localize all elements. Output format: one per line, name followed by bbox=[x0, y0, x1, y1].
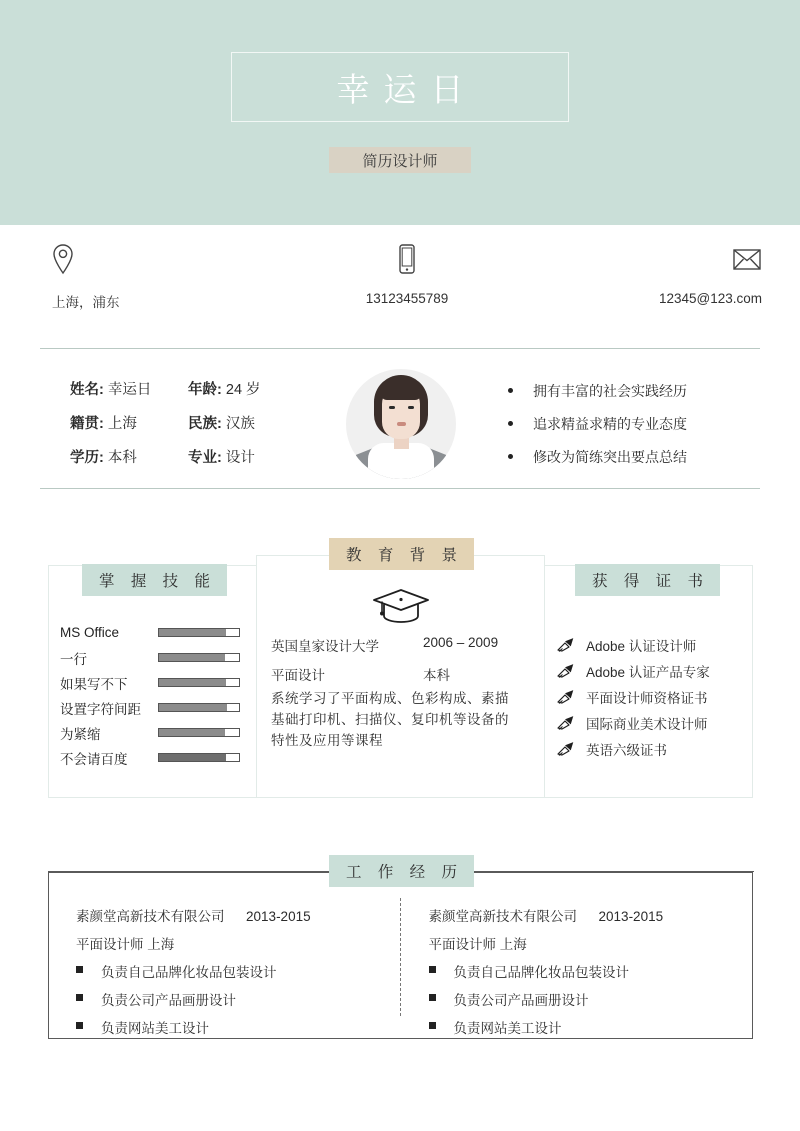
list-item bbox=[556, 632, 756, 658]
education-description: 系统学习了平面构成、色彩构成、素描基础打印机、扫描仪、复印机等设备的特性及应用等课程 bbox=[271, 691, 509, 748]
skill-label: 设置字符间距 bbox=[60, 701, 141, 717]
page-title: 幸运日 bbox=[336, 70, 478, 108]
certificate-text: 国际商业美术设计师 bbox=[586, 717, 708, 732]
work-header bbox=[76, 905, 401, 925]
skill-progress-fill bbox=[159, 679, 226, 686]
list-item bbox=[429, 1017, 754, 1037]
skill-progress-bar bbox=[158, 678, 240, 687]
skills-section-title: 掌 握 技 能 bbox=[82, 564, 227, 596]
skill-progress-bar bbox=[158, 653, 240, 662]
education-major: 平面设计 bbox=[271, 668, 325, 683]
bullet-square-icon bbox=[429, 994, 436, 1001]
work-columns bbox=[48, 872, 753, 1039]
work-period: 2013-2015 bbox=[246, 909, 311, 924]
info-row bbox=[70, 446, 306, 467]
pushpin-icon bbox=[556, 638, 586, 653]
skill-progress-fill bbox=[159, 704, 227, 711]
list-item bbox=[556, 710, 756, 736]
contact-item-phone bbox=[289, 225, 526, 337]
skills-list bbox=[60, 620, 250, 770]
skill-progress-fill bbox=[159, 729, 225, 736]
list-item bbox=[429, 989, 754, 1009]
work-location: 上海 bbox=[147, 937, 175, 952]
contact-email-text: 12345@123.com bbox=[658, 291, 763, 306]
info-cell-major bbox=[188, 446, 306, 467]
avatar-bangs bbox=[380, 382, 422, 400]
info-value: 24 岁 bbox=[225, 382, 261, 398]
skill-row bbox=[60, 720, 250, 745]
skill-label: 如果写不下 bbox=[60, 676, 128, 692]
highlights-list bbox=[508, 381, 687, 480]
work-entry bbox=[401, 872, 754, 1039]
certificate-text: 英语六级证书 bbox=[586, 743, 667, 758]
education-details bbox=[271, 635, 533, 693]
avatar bbox=[346, 369, 456, 479]
work-duty: 负责自己品牌化妆品包装设计 bbox=[453, 965, 629, 980]
info-key: 籍贯: bbox=[70, 416, 104, 432]
name-box bbox=[231, 52, 569, 122]
divider-bottom bbox=[40, 488, 760, 489]
contact-item-location bbox=[0, 225, 289, 337]
contact-phone-text: 13123455789 bbox=[365, 291, 449, 306]
work-duty: 负责网站美工设计 bbox=[453, 1021, 562, 1036]
work-company: 素颜堂高新技术有限公司 bbox=[76, 909, 225, 924]
bullet-square-icon bbox=[429, 1022, 436, 1029]
skill-row bbox=[60, 745, 250, 770]
info-cell-hometown bbox=[70, 412, 188, 433]
education-row-major bbox=[271, 664, 533, 684]
info-value: 本科 bbox=[107, 450, 137, 466]
skill-progress-fill bbox=[159, 654, 225, 661]
mobile-phone-icon bbox=[397, 241, 417, 277]
education-section-title: 教 育 背 景 bbox=[329, 538, 474, 570]
education-period: 2006 – 2009 bbox=[423, 635, 499, 650]
work-subheader bbox=[429, 933, 754, 953]
info-key: 民族: bbox=[188, 416, 222, 432]
header-banner bbox=[0, 0, 800, 225]
skill-row bbox=[60, 695, 250, 720]
bullet-dot-icon bbox=[508, 388, 513, 393]
bullet-square-icon bbox=[76, 1022, 83, 1029]
location-pin-icon bbox=[52, 241, 74, 277]
skill-label: 为紧缩 bbox=[60, 726, 101, 742]
job-title-tag: 简历设计师 bbox=[329, 147, 471, 173]
work-duty: 负责公司产品画册设计 bbox=[101, 993, 236, 1008]
list-item bbox=[76, 961, 401, 981]
education-school: 英国皇家设计大学 bbox=[271, 639, 379, 654]
education-degree: 本科 bbox=[423, 668, 450, 683]
graduation-cap-icon bbox=[370, 586, 432, 626]
pushpin-icon bbox=[556, 716, 586, 731]
work-duty: 负责网站美工设计 bbox=[101, 1021, 209, 1036]
contact-bar bbox=[0, 225, 800, 337]
education-row-school bbox=[271, 635, 533, 655]
list-item bbox=[556, 658, 756, 684]
list-item bbox=[76, 1017, 401, 1037]
info-key: 姓名: bbox=[70, 382, 104, 398]
divider-top bbox=[40, 348, 760, 349]
skill-progress-bar bbox=[158, 753, 240, 762]
highlight-text: 修改为简练突出要点总结 bbox=[533, 449, 687, 465]
highlight-text: 拥有丰富的社会实践经历 bbox=[533, 383, 687, 399]
certificates-section-title: 获 得 证 书 bbox=[575, 564, 720, 596]
pushpin-icon bbox=[556, 742, 586, 757]
skill-progress-bar bbox=[158, 628, 240, 637]
skill-row bbox=[60, 645, 250, 670]
work-entry bbox=[48, 872, 401, 1039]
info-row bbox=[70, 412, 306, 433]
bullet-square-icon bbox=[76, 966, 83, 973]
bullet-dot-icon bbox=[508, 454, 513, 459]
contact-item-email bbox=[525, 225, 800, 337]
list-item bbox=[76, 989, 401, 1009]
info-value: 汉族 bbox=[225, 416, 255, 432]
skill-progress-fill bbox=[159, 754, 226, 761]
skill-label: 不会请百度 bbox=[60, 751, 128, 767]
info-cell-name bbox=[70, 378, 188, 399]
info-value: 设计 bbox=[225, 450, 255, 466]
info-cell-education bbox=[70, 446, 188, 467]
work-role: 平面设计师 bbox=[428, 937, 496, 952]
contact-location-text: 上海，浦东 bbox=[52, 295, 120, 310]
info-key: 年龄: bbox=[188, 382, 222, 398]
skill-row bbox=[60, 670, 250, 695]
info-row bbox=[70, 378, 306, 399]
work-duty: 负责公司产品画册设计 bbox=[453, 993, 589, 1008]
bullet-square-icon bbox=[429, 966, 436, 973]
avatar-eye-left bbox=[389, 406, 395, 409]
work-role: 平面设计师 bbox=[76, 937, 144, 952]
skill-progress-bar bbox=[158, 703, 240, 712]
pushpin-icon bbox=[556, 664, 586, 679]
avatar-lips bbox=[397, 422, 406, 426]
personal-info-grid bbox=[70, 378, 306, 480]
certificates-list bbox=[556, 632, 756, 762]
certificate-text: 平面设计师资格证书 bbox=[586, 691, 708, 706]
avatar-eye-right bbox=[408, 406, 414, 409]
highlight-text: 追求精益求精的专业态度 bbox=[533, 416, 687, 432]
skill-row bbox=[60, 620, 250, 645]
envelope-icon bbox=[732, 241, 762, 277]
work-section-title: 工 作 经 历 bbox=[329, 855, 474, 887]
skill-label: 一行 bbox=[60, 651, 87, 667]
info-cell-age bbox=[188, 378, 306, 399]
work-duty: 负责自己品牌化妆品包装设计 bbox=[101, 965, 277, 980]
info-key: 专业: bbox=[188, 450, 222, 466]
list-item bbox=[508, 414, 687, 434]
bullet-dot-icon bbox=[508, 421, 513, 426]
bullet-square-icon bbox=[76, 994, 83, 1001]
skill-progress-fill bbox=[159, 629, 226, 636]
list-item bbox=[556, 736, 756, 762]
skill-label: MS Office bbox=[60, 625, 120, 640]
list-item bbox=[556, 684, 756, 710]
list-item bbox=[508, 381, 687, 401]
pushpin-icon bbox=[556, 690, 586, 705]
info-value: 上海 bbox=[107, 416, 137, 432]
work-subheader bbox=[76, 933, 401, 953]
work-header bbox=[429, 905, 754, 925]
list-item bbox=[508, 447, 687, 467]
skill-progress-bar bbox=[158, 728, 240, 737]
info-cell-ethnicity bbox=[188, 412, 306, 433]
certificate-text: Adobe 认证设计师 bbox=[586, 639, 697, 654]
list-item bbox=[429, 961, 754, 981]
info-key: 学历: bbox=[70, 450, 104, 466]
work-location: 上海 bbox=[499, 937, 527, 952]
certificate-text: Adobe 认证产品专家 bbox=[586, 665, 710, 680]
work-company: 素颜堂高新技术有限公司 bbox=[428, 909, 577, 924]
info-value: 幸运日 bbox=[107, 382, 152, 398]
work-period: 2013-2015 bbox=[598, 909, 664, 924]
